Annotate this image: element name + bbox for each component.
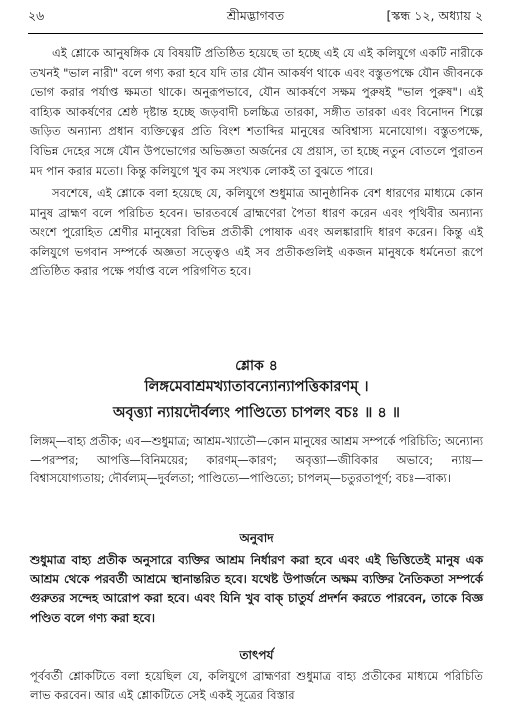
chapter-reference: [স্কন্ধ ১২, অধ্যায় ২: [386, 8, 483, 23]
synonyms: লিঙ্গম্—বাহ্য প্রতীক; এব—শুধুমাত্র; আশ্রম-খ্যাতৌ—কোন মানুষের আশ্রম সম্পর্কে পরিচিতি; অন্যোন্য—পরস্পর; আপত্তি—বিনিময়ের; কারণম্—কারণ; অবৃত্ত্যা—জীবিকার অভাবে; ন্যায়—বিশ্বাসযোগ্যতায়; দৌর্বল্যম্—দুর্বলতা; পাণ্ডিত্যে—পাণ্ডিত্যে; চাপলম্—চতুরতাপূর্ণ; বচঃ—বাক্য।: [30, 434, 483, 486]
verse-line-2: অবৃত্ত্যা ন্যায়দৌর্বল্যং পাণ্ডিত্যে চাপলং বচঃ ॥ ৪ ॥: [112, 405, 401, 421]
verse-line-1: লিঙ্গমেবাশ্রমখ্যাতাবন্যোন্যাপত্তিকারণম্ ।: [144, 379, 369, 395]
book-title: শ্রীমদ্ভাগবত: [226, 8, 285, 23]
purport-heading: তাৎপর্য: [239, 648, 274, 662]
header-rule: [28, 33, 483, 34]
translation-heading: অনুবাদ: [239, 531, 274, 545]
page-number: ২৬: [28, 8, 45, 23]
purport-text: পূর্ববর্তী শ্লোকটিতে বলা হয়েছিল যে, কলিযুগে ব্রাহ্মণরা শুধুমাত্র বাহ্য প্রতীকের মাধ্যমে পরিচিতি লাভ করবেন। আর এই শ্লোকটিতে সেই একই সূত্রের বিস্তার: [30, 669, 483, 703]
translation: শুধুমাত্র বাহ্য প্রতীক অনুসারে ব্যক্তির আশ্রম নির্ধারণ করা হবে এবং এই ভিত্তিতেই মানুষ এক আশ্রম থেকে পরবর্তী আশ্রমে স্থানান্তরিত হবে। যথেষ্ট উপার্জনে অক্ষম ব্যক্তির নৈতিকতা সম্পর্কে গুরুতর সন্দেহ আরোপ করা হবে। এবং যিনি খুব বাক্ চাতুর্য প্রদর্শন করতে পারবেন, তাকে বিজ্ঞ পণ্ডিত বলে গণ্য করা হবে।: [30, 553, 483, 625]
verse-heading: শ্লোক ৪: [235, 358, 278, 374]
page-header: [28, 8, 483, 28]
intro-paragraph: এই শ্লোকে আনুষঙ্গিক যে বিষয়টি প্রতিষ্ঠিত হয়েছে তা হচ্ছে এই যে এই কলিযুগে একটি নারীকে তখনই "ভাল নারী" বলে গণ্য করা হবে যদি তার যৌন আকর্ষণ থাকে এবং বস্তুতপক্ষে যৌন জীবনকে ভোগ করার পর্যাপ্ত ক্ষমতা থাকে। অনুরূপভাবে, যৌন আকর্ষণে সক্ষম পুরুষই "ভাল পুরুষ"। এই বাহ্যিক আকর্ষণের শ্রেষ্ঠ দৃষ্টান্ত হচ্ছে জড়বাদী চলচ্চিত্র তারকা, সঙ্গীত তারকা এবং বিনোদন শিল্পে জড়িত অন্যান্য প্রধান ব্যক্তিত্বের প্রতি বিংশ শতাব্দির মানুষের অবিশ্বাস্য মনোযোগ। বস্তুতপক্ষে, বিভিন্ন দেহের সঙ্গে যৌন উপভোগের অভিজ্ঞতা অর্জনের যে প্রয়াস, তা হচ্ছে নতুন বোতলে পুরাতন মদ পান করার মতো। কিন্তু কলিযুগে খুব কম সংখ্যক লোকই তা বুঝতে পারে।: [30, 46, 483, 178]
second-paragraph: সবশেষে, এই শ্লোকে বলা হয়েছে যে, কলিযুগে শুধুমাত্র আনুষ্ঠানিক বেশ ধারণের মাধ্যমে কোন মানুষ ব্রাহ্মণ বলে পরিচিত হবেন। ভারতবর্ষে ব্রাহ্মণেরা পৈতা ধারণ করেন এবং পৃথিবীর অন্যান্য অংশে পুরোহিত শ্রেণীর মানুষেরা বিভিন্ন প্রতীকী পোষাক এবং অলঙ্কারাদি ধারণ করেন। কিন্তু এই কলিযুগে ভগবান সম্পর্কে অজ্ঞতা সত্ত্বেও এই সব প্রতীকগুলিই একজন মানুষকে ধর্মনেতা রূপে প্রতিষ্ঠিত করার পক্ষে পর্যাপ্ত বলে পরিগণিত হবে।: [30, 186, 483, 279]
